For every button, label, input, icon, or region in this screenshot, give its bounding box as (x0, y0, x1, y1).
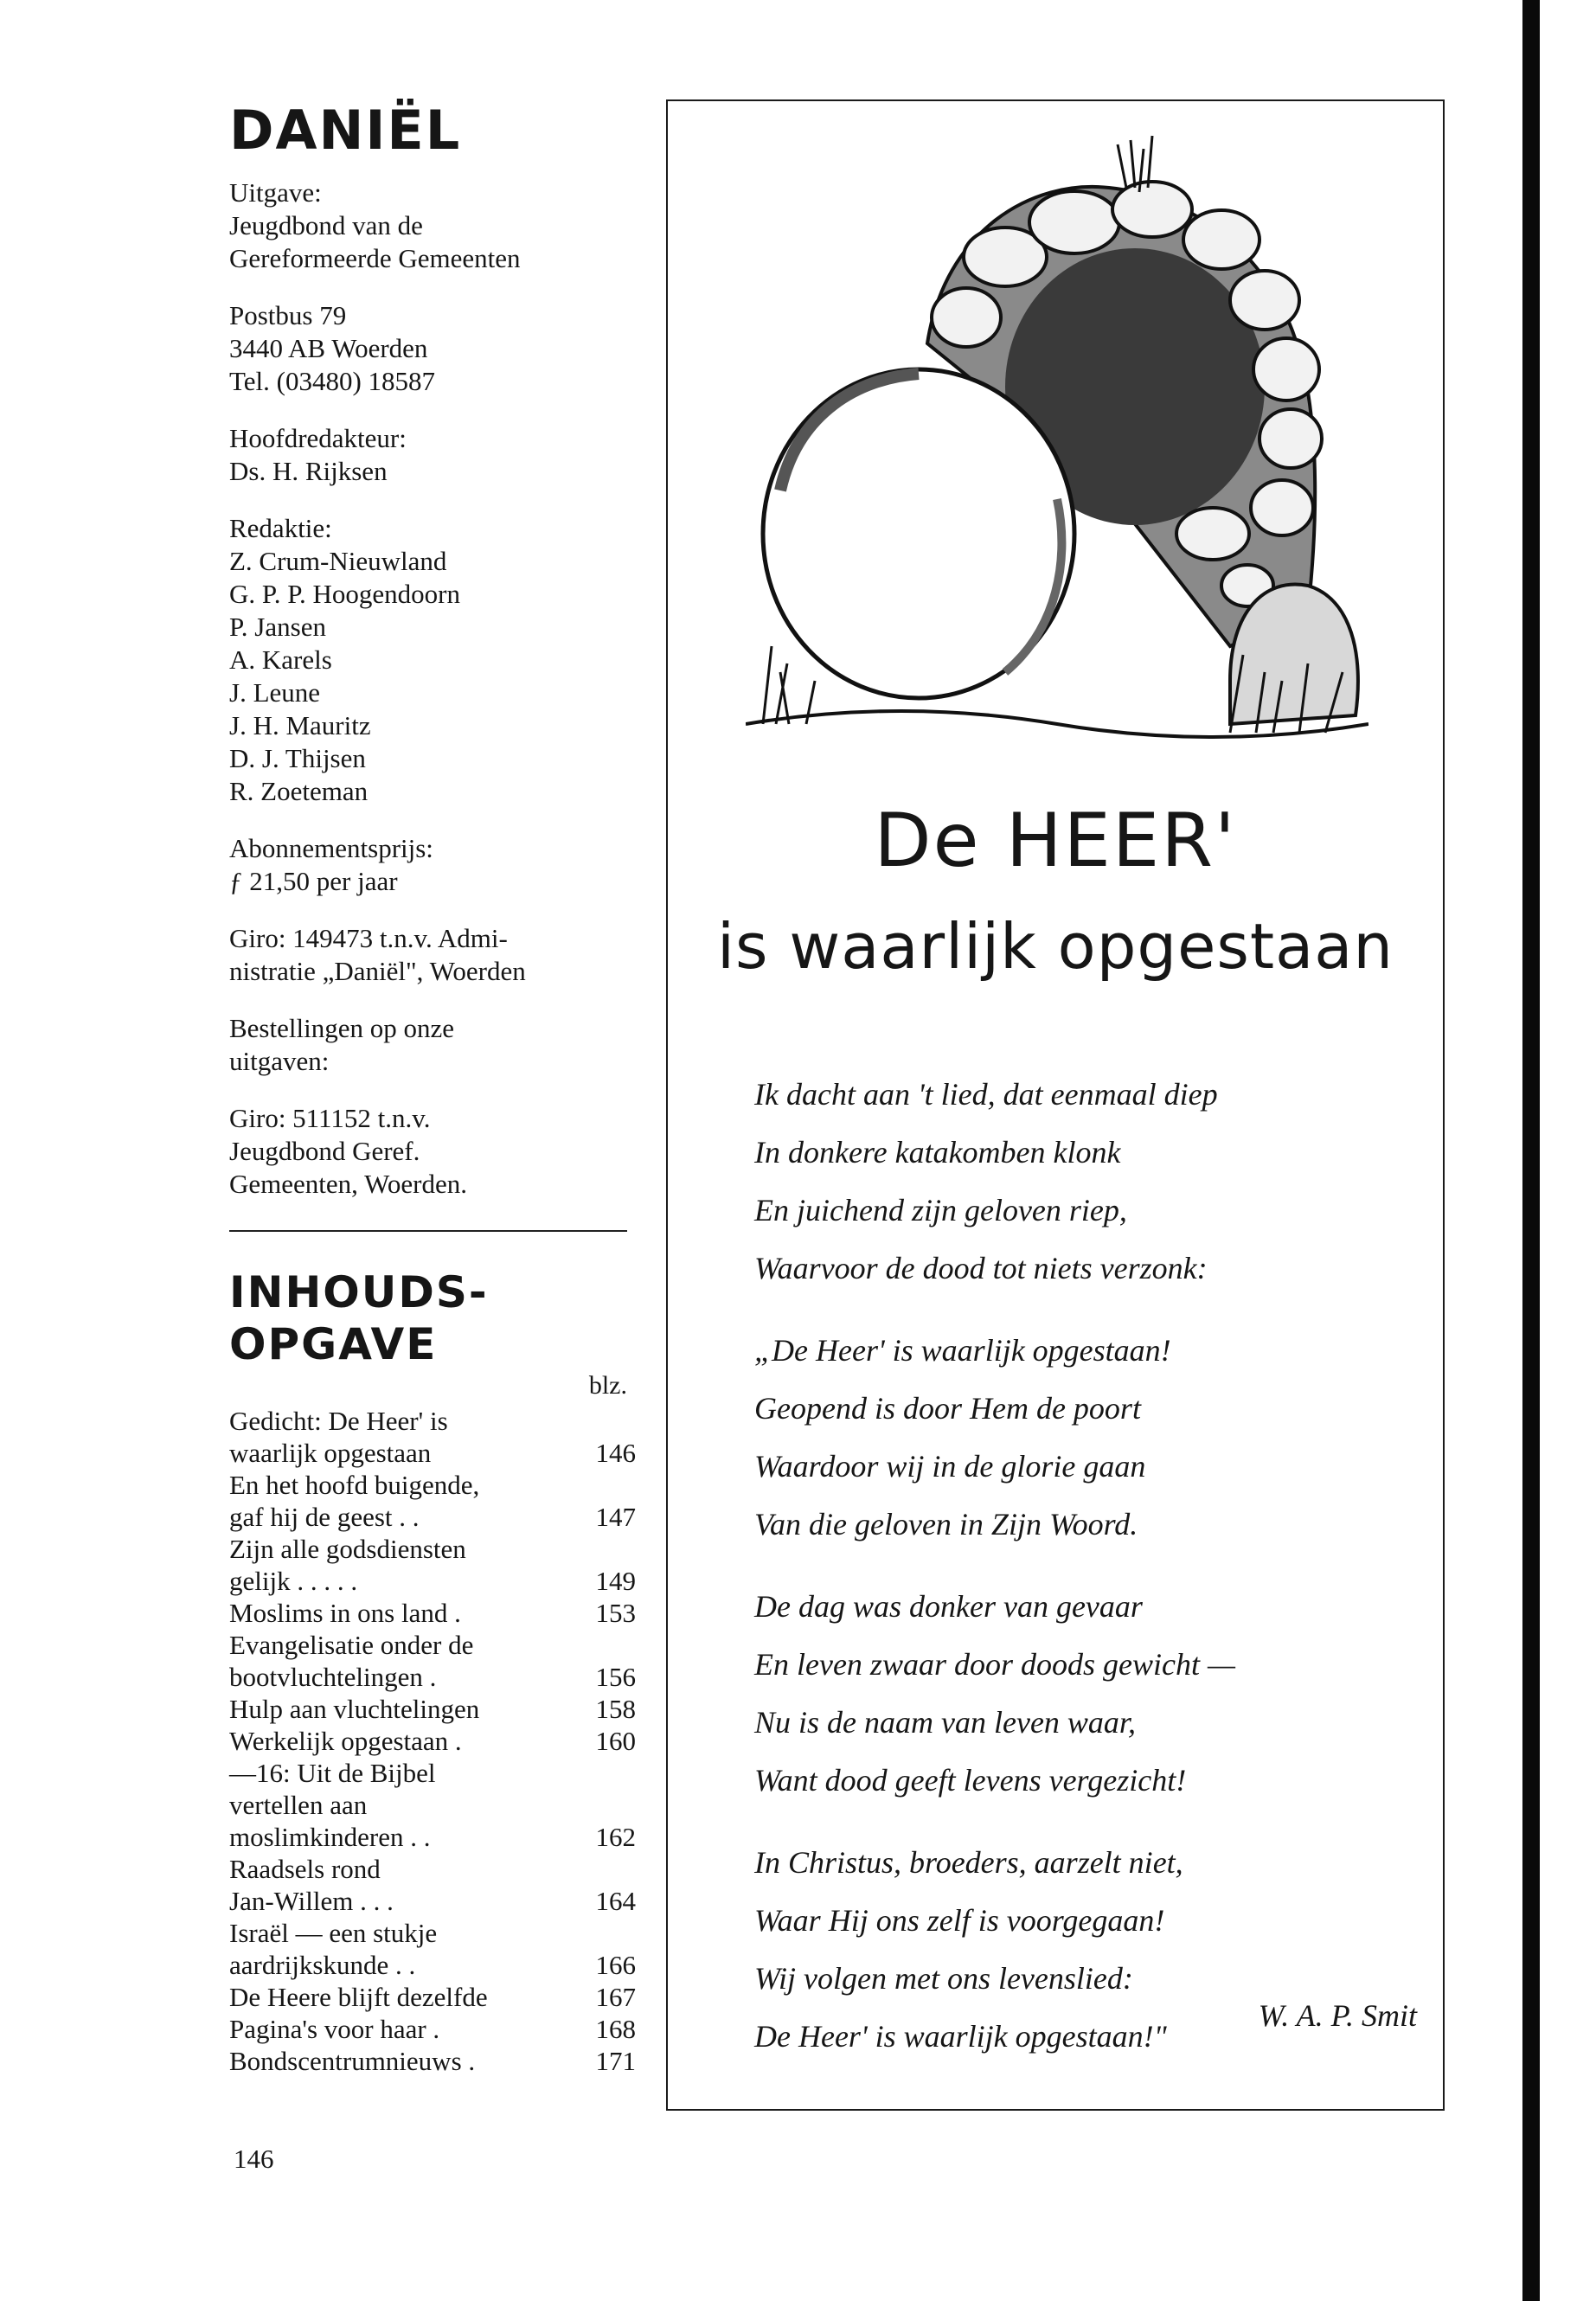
poem-line: Want dood geeft levens vergezicht! (754, 1763, 1187, 1798)
toc-item-page: 153 (595, 1598, 636, 1628)
publisher-info-block: Redaktie: Z. Crum-Nieuwland G. P. P. Hoogendoorn P. Jansen A. Karels J. Leune J. H. Mauritz D. J. Thijsen R. Zoeteman (229, 513, 460, 806)
poem-stanza (754, 1578, 1429, 1810)
publisher-info-block: Uitgave: Jeugdbond van de Gereformeerde Gemeenten (229, 177, 521, 273)
toc-item-page: 166 (595, 1950, 636, 1980)
toc-item-page: 146 (595, 1438, 636, 1468)
info-spacer (229, 275, 636, 299)
toc-item-page: 160 (595, 1726, 636, 1756)
toc-item (229, 1405, 636, 1469)
poem-box (666, 99, 1445, 2111)
poem-line: Wij volgen met ons levenslied: (754, 1961, 1133, 1996)
toc-item-page: 149 (595, 1566, 636, 1596)
toc-item (229, 1757, 636, 1853)
toc-item (229, 1981, 636, 2013)
poem-line: Van die geloven in Zijn Woord. (754, 1507, 1138, 1541)
toc-item (229, 1853, 636, 1917)
publisher-info-block: Giro: 149473 t.n.v. Admi- nistratie „Daniël", Woerden (229, 923, 526, 986)
toc-page-header: blz. (588, 1371, 627, 1400)
toc-item (229, 1629, 636, 1693)
toc-item (229, 2013, 636, 2045)
toc-item (229, 1597, 636, 1629)
page-number: 146 (234, 2144, 274, 2174)
toc-item-title: Moslims in ons land . (229, 1598, 461, 1628)
toc-item-title: Evangelisatie onder de bootvluchtelingen . (229, 1630, 474, 1692)
scan-edge-bar (1522, 0, 1540, 2301)
toc-item (229, 1469, 636, 1533)
toc-item-page: 168 (595, 2014, 636, 2044)
toc-item-page: 162 (595, 1822, 636, 1852)
toc-item-title: Pagina's voor haar . (229, 2014, 440, 2044)
toc-item-page: 164 (595, 1886, 636, 1916)
poem-line: Waar Hij ons zelf is voorgegaan! (754, 1903, 1165, 1938)
toc-item-title: Gedicht: De Heer' is waarlijk opgestaan (229, 1406, 448, 1468)
toc-item-title: Zijn alle godsdiensten gelijk . . . . . (229, 1534, 466, 1596)
publisher-info-block: Hoofdredakteur: Ds. H. Rijksen (229, 423, 407, 486)
poem-author: W. A. P. Smit (1258, 1998, 1417, 2033)
toc-item-title: Raadsels rond Jan-Willem . . . (229, 1854, 394, 1916)
toc-item-title: En het hoofd buigende, gaf hij de geest . . (229, 1470, 480, 1532)
info-spacer (229, 488, 636, 512)
poem-subheadline: is waarlijk opgestaan (716, 910, 1394, 983)
poem-line: En juichend zijn geloven riep, (754, 1193, 1127, 1227)
publisher-info (229, 176, 636, 1201)
info-spacer (229, 898, 636, 922)
poem-line: De dag was donker van gevaar (754, 1589, 1143, 1624)
toc-item (229, 1533, 636, 1597)
toc-item-title: Werkelijk opgestaan . (229, 1726, 462, 1756)
toc-item-title: Bondscentrumnieuws . (229, 2046, 476, 2076)
toc-item (229, 2045, 636, 2077)
publisher-info-block: Giro: 511152 t.n.v. Jeugdbond Geref. Gemeenten, Woerden. (229, 1103, 467, 1199)
toc-title: INHOUDS- OPGAVE (229, 1267, 489, 1369)
poem-line: In donkere katakomben klonk (754, 1135, 1121, 1170)
publisher-info-block: Bestellingen op onze uitgaven: (229, 1013, 454, 1076)
toc-item-title: Israël — een stukje aardrijkskunde . . (229, 1918, 438, 1980)
toc-item-page: 171 (595, 2046, 636, 2076)
toc-item-title: —16: Uit de Bijbel vertellen aan moslimkinderen . . (229, 1758, 436, 1852)
poem-line: Ik dacht aan 't lied, dat eenmaal diep (754, 1077, 1218, 1112)
toc-item (229, 1917, 636, 1981)
toc-item-page: 156 (595, 1662, 636, 1692)
section-divider (229, 1230, 627, 1232)
info-spacer (229, 988, 636, 1012)
toc-item-page: 158 (595, 1694, 636, 1724)
toc-list (229, 1405, 636, 2077)
toc-item-title: De Heere blijft dezelfde (229, 1982, 488, 2012)
poem-line: De Heer' is waarlijk opgestaan!" (754, 2019, 1167, 2054)
toc-item-page: 167 (595, 1982, 636, 2012)
poem-line: Waardoor wij in de glorie gaan (754, 1449, 1146, 1484)
poem-stanza (754, 1322, 1429, 1554)
poem-line: In Christus, broeders, aarzelt niet, (754, 1845, 1183, 1880)
colophon-column (229, 99, 636, 2077)
poem-line: Geopend is door Hem de poort (754, 1391, 1141, 1426)
publisher-info-block: Abonnementsprijs: ƒ 21,50 per jaar (229, 833, 433, 896)
poem-line: „De Heer' is waarlijk opgestaan! (754, 1333, 1171, 1368)
poem-line: Waarvoor de dood tot niets verzonk: (754, 1251, 1208, 1285)
info-spacer (229, 398, 636, 422)
toc-item (229, 1725, 636, 1757)
publisher-info-block: Postbus 79 3440 AB Woerden Tel. (03480) 18587 (229, 300, 436, 396)
poem-line: Nu is de naam van leven waar, (754, 1705, 1136, 1740)
masthead-title: DANIËL (229, 99, 462, 162)
empty-tomb-illustration (746, 127, 1368, 767)
toc-item-title: Hulp aan vluchtelingen (229, 1694, 480, 1724)
poem-headline: De HEER' (874, 798, 1237, 884)
toc-item-page: 147 (595, 1502, 636, 1532)
toc-item (229, 1693, 636, 1725)
info-spacer (229, 808, 636, 832)
poem-stanza (754, 1066, 1429, 1298)
info-spacer (229, 1078, 636, 1102)
poem-line: En leven zwaar door doods gewicht — (754, 1647, 1235, 1682)
poem-text (754, 1066, 1429, 2090)
